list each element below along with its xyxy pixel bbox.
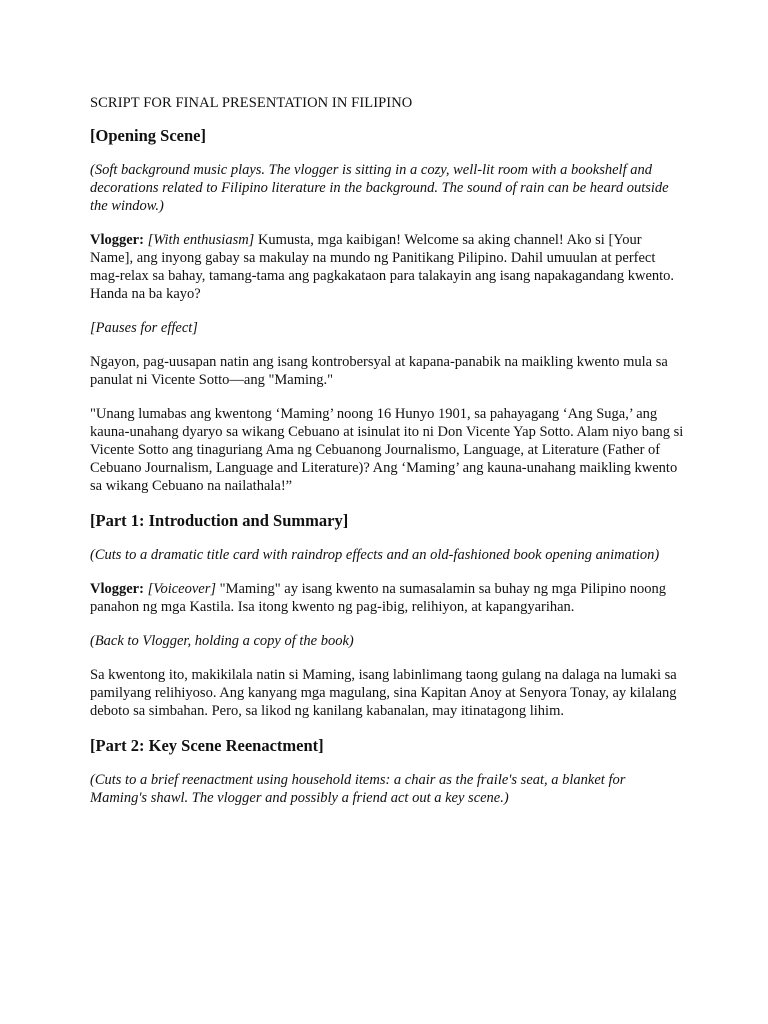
dialogue-text: "Maming" ay isang kwento na sumasalamin sa buhay ng mga Pilipino noong panahon ng mga Kastila. Isa itong kwento ng pag-ibig, relihiyon, at kapangyarihan. [90,581,667,615]
part1-paragraph-2: Sa kwentong ito, makikilala natin si Maming, isang labinlimang taong gulang na dalaga na lumaki sa pamilyang relihiyoso. Ang kanyang mga magulang, sina Kapitan Anoy at Senyora Tonay, ay kilalang deboto sa simbahan. Pero, sa likod ng kanilang kabanalan, may itinatagong lihim. [90,667,677,719]
speaker-label: Vlogger: [90,581,144,597]
opening-paragraph-3: "Unang lumabas ang kwentong ‘Maming’ noong 16 Hunyo 1901, sa pahayagang ‘Ang Suga,’ ang kauna-unahang dyaryo sa wikang Cebuano at isinulat ito ni Don Vicente Yap Sotto. Alam niyo bang si Vicente Sotto ang tinaguriang Ama ng Cebuanong Journalismo, Language, at Literature (Father of Cebuano Journalism, Language and Literature)? Ang ‘Maming’ ang kauna-unahang maikling kwento sa wikang Cebuano na nailathala!” [90,406,684,494]
part1-stage-direction-2: (Back to Vlogger, holding a copy of the book) [90,633,354,649]
opening-vlogger-line [90,231,684,303]
part2-heading: [Part 2: Key Scene Reenactment] [90,736,324,755]
opening-stage-direction: (Soft background music plays. The vlogger is sitting in a cozy, well-lit room with a bookshelf and decorations related to Filipino literature in the background. The sound of rain can be heard outside the window.) [90,162,669,214]
part1-vlogger-line [90,580,684,616]
opening-scene-heading: [Opening Scene] [90,126,206,145]
dialogue-text: Kumusta, mga kaibigan! Welcome sa aking channel! Ako si [Your Name], ang inyong gabay sa makulay na mundo ng Panitikang Pilipino. Dahil umuulan at perfect mag-relax sa bahay, tamang-tama ang pagkakataon para talakayin ang isang napakagandang kwento. Handa na ba kayo? [90,232,675,302]
document-title: SCRIPT FOR FINAL PRESENTATION IN FILIPINO [90,95,413,111]
opening-paragraph-2: Ngayon, pag-uusapan natin ang isang kontrobersyal at kapana-panabik na maikling kwento mula sa panulat ni Vicente Sotto—ang "Maming." [90,354,668,388]
speaker-label: Vlogger: [90,232,144,248]
part1-heading: [Part 1: Introduction and Summary] [90,511,349,530]
delivery-direction: [Voiceover] [147,581,217,597]
pause-direction: [Pauses for effect] [90,320,198,336]
part1-stage-direction: (Cuts to a dramatic title card with raindrop effects and an old-fashioned book opening animation) [90,547,660,563]
delivery-direction: [With enthusiasm] [147,232,255,248]
part2-stage-direction: (Cuts to a brief reenactment using household items: a chair as the fraile's seat, a blanket for Maming's shawl. The vlogger and possibly a friend act out a key scene.) [90,772,626,806]
